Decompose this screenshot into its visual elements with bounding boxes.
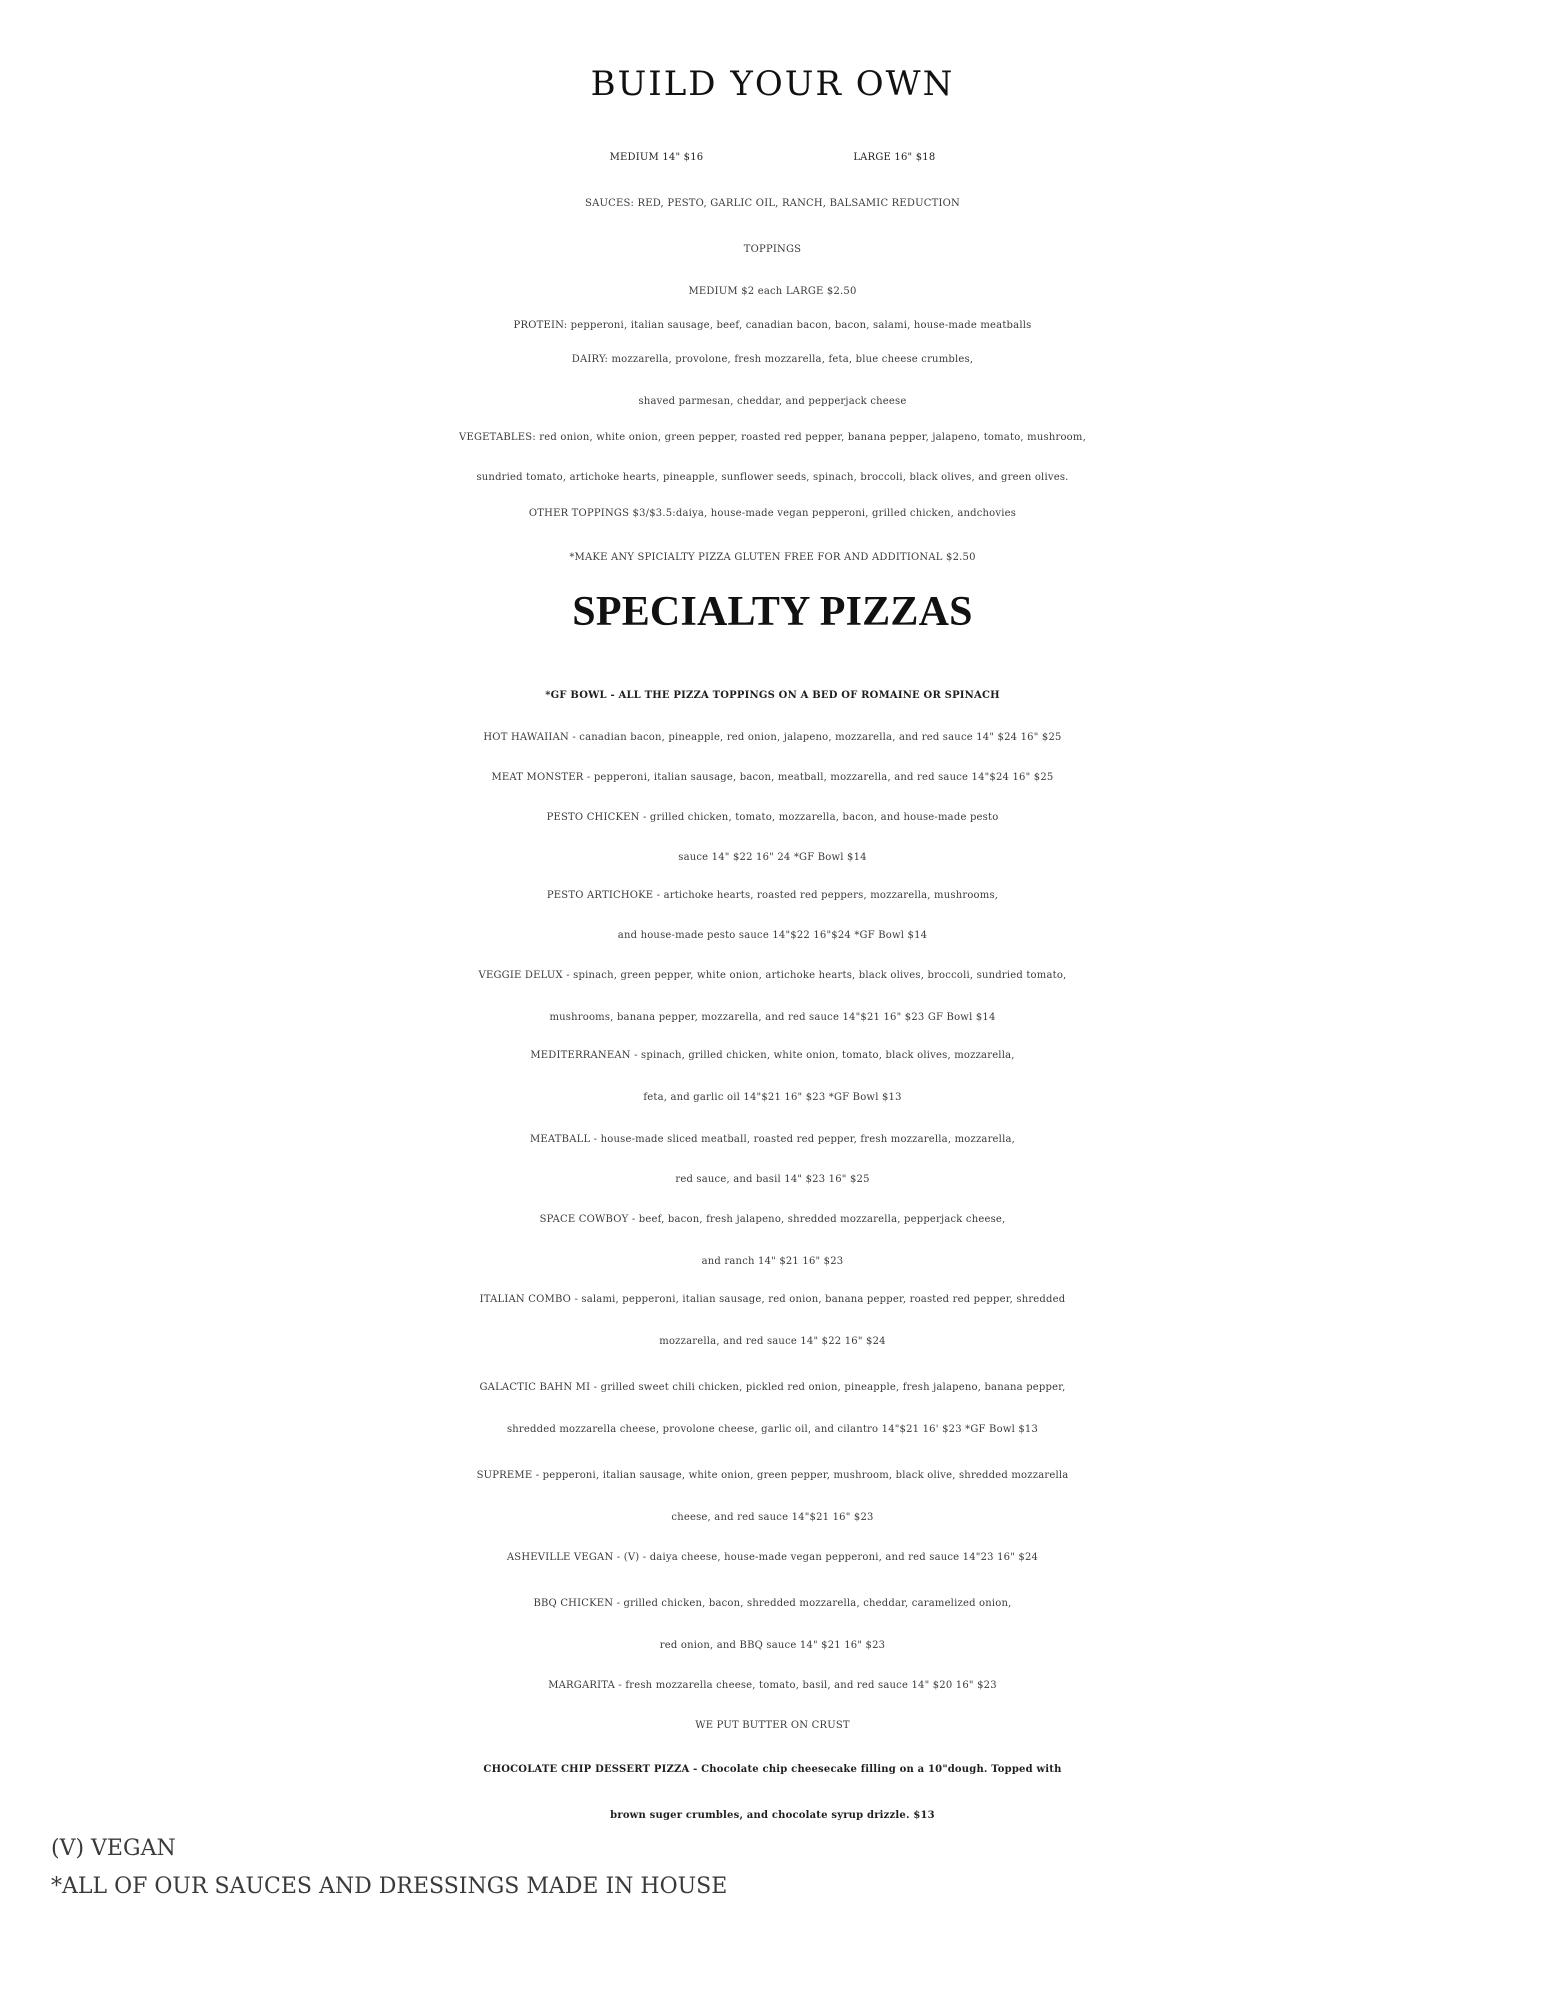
specialty-pizza-line: PESTO CHICKEN - grilled chicken, tomato, mozzarella, bacon, and house-made pesto xyxy=(546,812,999,823)
specialty-pizza-line: HOT HAWAIIAN - canadian bacon, pineapple, red onion, jalapeno, mozzarella, and red sauce 14" $24 16" $25 xyxy=(483,732,1062,743)
specialty-pizzas-title: SPECIALTY PIZZAS xyxy=(572,589,973,635)
specialty-pizza-line: ITALIAN COMBO - salami, pepperoni, italian sausage, red onion, banana pepper, roasted red pepper, shredded xyxy=(479,1294,1066,1305)
sauces-made-in-house-note: *ALL OF OUR SAUCES AND DRESSINGS MADE IN HOUSE xyxy=(51,1874,728,1899)
specialty-pizza-line: MARGARITA - fresh mozzarella cheese, tomato, basil, and red sauce 14" $20 16" $23 xyxy=(548,1680,997,1691)
specialty-pizza-line: sauce 14" $22 16" 24 *GF Bowl $14 xyxy=(678,852,867,863)
specialty-pizza-line: MEDITERRANEAN - spinach, grilled chicken, white onion, tomato, black olives, mozzarella, xyxy=(530,1050,1015,1061)
specialty-pizza-line: WE PUT BUTTER ON CRUST xyxy=(695,1720,850,1731)
specialty-pizza-line: mozzarella, and red sauce 14" $22 16" $24 xyxy=(659,1336,886,1347)
specialty-pizza-line: mushrooms, banana pepper, mozzarella, and red sauce 14"$21 16" $23 GF Bowl $14 xyxy=(549,1012,996,1023)
specialty-pizza-line: GALACTIC BAHN MI - grilled sweet chili chicken, pickled red onion, pineapple, fresh jalapeno, banana pepper, xyxy=(479,1382,1066,1393)
specialty-pizza-line: BBQ CHICKEN - grilled chicken, bacon, shredded mozzarella, cheddar, caramelized onion, xyxy=(533,1598,1012,1609)
specialty-pizza-line: VEGGIE DELUX - spinach, green pepper, white onion, artichoke hearts, black olives, broccoli, sundried tomato, xyxy=(478,970,1067,981)
other-toppings-line: OTHER TOPPINGS $3/$3.5:daiya, house-made vegan pepperoni, grilled chicken, andchovies xyxy=(528,508,1017,519)
toppings-prices: MEDIUM $2 each LARGE $2.50 xyxy=(688,286,857,297)
vegetables-line-1: VEGETABLES: red onion, white onion, green pepper, roasted red pepper, banana pepper, jalapeno, tomato, mushroom, xyxy=(459,432,1086,443)
gf-bowl-line: *GF BOWL - ALL THE PIZZA TOPPINGS ON A BED OF ROMAINE OR SPINACH xyxy=(545,690,1000,701)
build-your-own-title: BUILD YOUR OWN xyxy=(590,64,955,104)
protein-line: PROTEIN: pepperoni, italian sausage, beef, canadian bacon, bacon, salami, house-made meatballs xyxy=(513,320,1032,331)
large-price: LARGE 16" $18 xyxy=(853,152,936,163)
dessert-pizza-line-2: brown suger crumbles, and chocolate syrup drizzle. $13 xyxy=(610,1810,935,1821)
specialty-pizza-line: SPACE COWBOY - beef, bacon, fresh jalapeno, shredded mozzarella, pepperjack cheese, xyxy=(539,1214,1006,1225)
dairy-line-1: DAIRY: mozzarella, provolone, fresh mozzarella, feta, blue cheese crumbles, xyxy=(571,354,974,365)
specialty-pizza-line: MEATBALL - house-made sliced meatball, roasted red pepper, fresh mozzarella, mozzarella, xyxy=(529,1134,1016,1145)
specialty-pizza-line: red onion, and BBQ sauce 14" $21 16" $23 xyxy=(659,1640,886,1651)
specialty-pizza-line: red sauce, and basil 14" $23 16" $25 xyxy=(675,1174,870,1185)
specialty-pizza-line: cheese, and red sauce 14"$21 16" $23 xyxy=(671,1512,874,1523)
size-prices-row xyxy=(0,152,1545,163)
vegetables-line-2: sundried tomato, artichoke hearts, pineapple, sunflower seeds, spinach, broccoli, black olives, and green olives. xyxy=(476,472,1069,483)
vegan-key: (V) VEGAN xyxy=(51,1836,176,1861)
specialty-pizza-line: SUPREME - pepperoni, italian sausage, white onion, green pepper, mushroom, black olive, shredded mozzarella xyxy=(476,1470,1069,1481)
specialty-pizza-line: shredded mozzarella cheese, provolone cheese, garlic oil, and cilantro 14"$21 16' $23 *GF Bowl $13 xyxy=(506,1424,1039,1435)
specialty-pizza-line: ASHEVILLE VEGAN - (V) - daiya cheese, house-made vegan pepperoni, and red sauce 14"23 16" $24 xyxy=(506,1552,1039,1563)
toppings-header: TOPPINGS xyxy=(743,244,802,255)
specialty-pizza-line: PESTO ARTICHOKE - artichoke hearts, roasted red peppers, mozzarella, mushrooms, xyxy=(546,890,999,901)
dairy-line-2: shaved parmesan, cheddar, and pepperjack cheese xyxy=(638,396,907,407)
sauces-line: SAUCES: RED, PESTO, GARLIC OIL, RANCH, BALSAMIC REDUCTION xyxy=(585,198,960,209)
gluten-free-note: *MAKE ANY SPICIALTY PIZZA GLUTEN FREE FOR AND ADDITIONAL $2.50 xyxy=(569,552,976,563)
specialty-pizza-line: and ranch 14" $21 16" $23 xyxy=(701,1256,844,1267)
specialty-pizza-line: feta, and garlic oil 14"$21 16" $23 *GF Bowl $13 xyxy=(643,1092,902,1103)
dessert-pizza-line-1: CHOCOLATE CHIP DESSERT PIZZA - Chocolate chip cheesecake filling on a 10"dough. Topped with xyxy=(483,1764,1062,1775)
specialty-pizza-line: and house-made pesto sauce 14"$22 16"$24 *GF Bowl $14 xyxy=(617,930,928,941)
medium-price: MEDIUM 14" $16 xyxy=(609,152,704,163)
specialty-pizza-line: MEAT MONSTER - pepperoni, italian sausage, bacon, meatball, mozzarella, and red sauce 14"$24 16" $25 xyxy=(491,772,1054,783)
